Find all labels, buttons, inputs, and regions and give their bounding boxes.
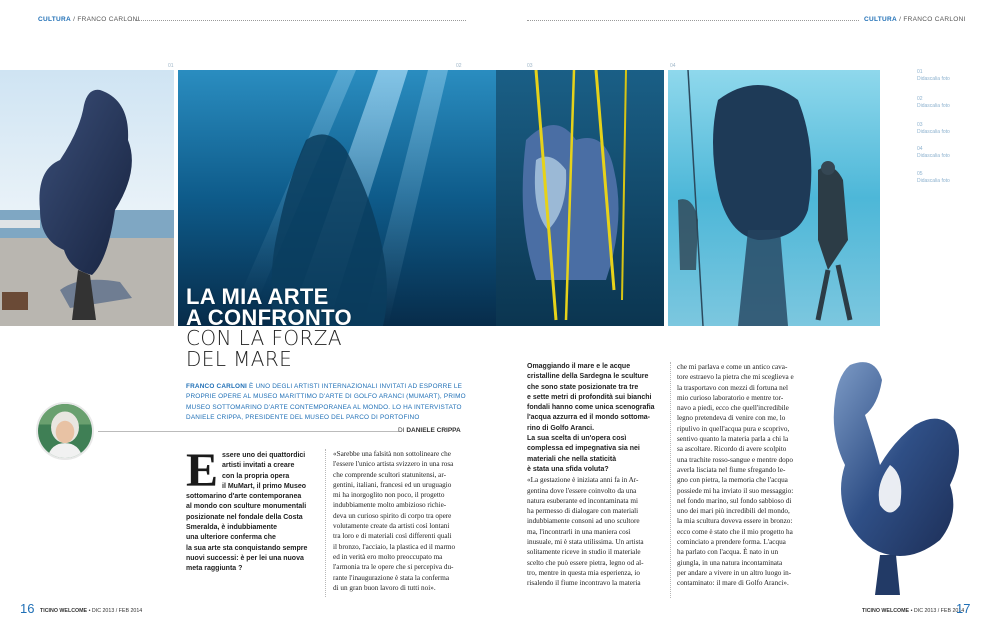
answer-column <box>333 449 471 593</box>
text-line: materiali che nella staticità <box>527 455 617 463</box>
page-number-left: 16 <box>20 601 35 616</box>
text-line: Smeralda, è indubbiamente <box>186 524 278 532</box>
caption-text: Didascalia foto <box>917 103 950 109</box>
text-line: indubbiamente consoni ad uno scultore <box>527 517 640 526</box>
text-line: mi ha inorgoglito non poco, il progetto <box>333 491 445 500</box>
text-line: il bronzo, l'acciaio, la plastica ed il marmo <box>333 542 456 551</box>
column-rule <box>670 362 671 598</box>
text-line: solitamente riceve in studio il materiale <box>527 548 641 557</box>
section-label: CULTURA <box>38 16 72 23</box>
text-line: per andare a vivere in un altro luogo in- <box>677 568 792 577</box>
text-line: artisti invitati a creare <box>222 462 295 470</box>
text-line: la trasportavo con mezzi di fortuna nel <box>677 383 788 392</box>
caption-05 <box>917 171 950 185</box>
header-sep: / <box>899 16 902 23</box>
text-line: giungla, in una natura incontaminata <box>677 558 783 567</box>
header-sep: / <box>73 16 76 23</box>
caption-text: Didascalia foto <box>917 178 950 184</box>
drop-cap: E <box>186 444 219 497</box>
text-line: tro, mentre in questa mia esperienza, io <box>527 568 640 577</box>
byline-rule <box>98 431 398 432</box>
text-line: una trachite rosso-sangue e mentre dopo <box>677 455 793 464</box>
text-line: ripulivo in quell'acqua pura e scoprivo, <box>677 424 790 433</box>
text-line: nuovi successi: è per lei una nuova <box>186 554 304 562</box>
text-line: sentivo quanto la materia parla a chi la <box>677 435 789 444</box>
text-line: natura esuberante ed incontaminata mi <box>527 496 638 505</box>
text-line: tore estraevo la pietra che mi sceglieva e <box>677 373 794 382</box>
photo-blue-sculpture <box>820 355 970 600</box>
text-line: cominciato a prendere forma. L'acqua <box>677 538 786 547</box>
text-line: cristalline della Sardegna le sculture <box>527 373 649 381</box>
text-line: tra loro e di materiali così differenti quali <box>333 532 452 541</box>
section-label: CULTURA <box>864 16 898 23</box>
text-line: una ulteriore conferma che <box>186 534 276 542</box>
text-line: di un gran buon lavoro di tutti noi». <box>333 583 436 592</box>
title-line-3: CON LA FORZA <box>186 326 342 350</box>
photo-sculpture-lowering <box>496 70 664 326</box>
text-line: possiede mi ha inviato il suo messaggio: <box>677 486 794 495</box>
question-block <box>527 362 665 475</box>
caption-number: 03 <box>917 122 923 128</box>
text-line: l'essere l'unico artista svizzero in una rosa <box>333 460 454 469</box>
text-line: deva un curioso spirito di corpo tra opere <box>333 511 452 520</box>
photo-number: 02 <box>456 63 462 69</box>
column-rule <box>325 449 326 597</box>
photo-sculpture-shore <box>0 70 174 326</box>
question-answer-column <box>527 362 665 589</box>
lead-paragraph <box>186 382 468 424</box>
text-line: contaminato: il mare di Golfo Aranci». <box>677 579 789 588</box>
caption-04 <box>917 146 950 160</box>
text-line: inusuale, mi è stata utilissima. Un artista <box>527 538 644 547</box>
page-number-right: 17 <box>956 601 971 616</box>
caption-text: Didascalia foto <box>917 129 950 135</box>
text-line: il MuMart, il primo Museo <box>222 482 307 490</box>
text-line: l'acqua azzurra ed il mondo sottoma- <box>527 414 651 422</box>
header-rule-left <box>130 20 466 21</box>
text-line: al mondo con sculture monumentali <box>186 503 307 511</box>
text-line: nel fondo marino, sul fondo sabbioso di <box>677 496 792 505</box>
caption-text: Didascalia foto <box>917 153 950 159</box>
caption-number: 05 <box>917 171 923 177</box>
text-line: «La gestazione è iniziata anni fa in Ar- <box>527 476 639 485</box>
text-line: indubbiamente molto ambizioso richie- <box>333 501 447 510</box>
text-line: che mi parlava e come un antico cava- <box>677 363 788 371</box>
text-line: ecco come è stato che il mio progetto ha <box>677 527 793 536</box>
caption-number: 04 <box>917 146 923 152</box>
text-line: la mia scultura doveva essere in bronzo: <box>677 517 793 526</box>
text-line: La sua scelta di un'opera così <box>527 435 627 443</box>
text-line: rante l'inaugurazione è stata la conferma <box>333 573 450 582</box>
issue-date: • DIC 2013 / FEB 2014 <box>909 608 965 614</box>
text-line: ha permesso di dialogare con materiali <box>527 507 639 516</box>
lead-line: È UNO DEGLI ARTISTI INTERNAZIONALI INVITATI AD ESPORRE LE <box>247 383 463 390</box>
text-line: e sette metri di profondità sui bianchi <box>527 393 652 401</box>
text-line: gentina dove l'essere coinvolto da una <box>527 486 637 495</box>
caption-02 <box>917 96 950 110</box>
text-line: «Sarebbe una falsità non sottolineare che <box>333 450 451 458</box>
answer-block <box>527 475 665 588</box>
caption-text: Didascalia foto <box>917 76 950 82</box>
text-line: navo a piedi, ecco che quell'incredibile <box>677 404 789 413</box>
text-line: ma, l'incontrarli in una maniera così <box>527 527 631 536</box>
text-line: ed in verità ero molto preoccupato ma <box>333 552 443 561</box>
header-author: FRANCO CARLONI <box>77 16 140 23</box>
lead-name: FRANCO CARLONI <box>186 383 248 390</box>
title-line-4: DEL MARE <box>186 347 293 371</box>
magazine-name: TICINO WELCOME <box>40 608 88 614</box>
text-line: la sua arte sta conquistando sempre <box>186 544 308 552</box>
text-line: con la propria opera <box>222 472 290 480</box>
header-left <box>38 16 140 23</box>
text-line: complessa ed impegnativa sia nei <box>527 445 640 453</box>
author-portrait <box>36 402 94 460</box>
text-line: ha parlato con l'acqua. È nato in un <box>677 548 779 557</box>
text-line: fondali hanno come unica scenografia <box>527 404 655 412</box>
photo-number: 01 <box>168 63 174 69</box>
title-line-2: A CONFRONTO <box>186 305 352 330</box>
text-line: che sono state posizionate tra tre <box>527 383 639 391</box>
lead-line: MUSEO SOTTOMARINO D'ARTE CONTEMPORANEA AL MONDO. LO HA INTERVISTATO <box>186 403 462 411</box>
text-line: risalendo il fiume incontravo la materia <box>527 579 641 588</box>
header-author: FRANCO CARLONI <box>903 16 966 23</box>
text-line: volutamente create da artisti così lontani <box>333 522 450 531</box>
text-line: mio curioso laboratorio e mentre tor- <box>677 393 784 402</box>
text-line: sa ascoltare. Ricordo di avere scolpito <box>677 445 787 454</box>
header-right <box>864 16 966 23</box>
magazine-name: TICINO WELCOME <box>862 608 910 614</box>
text-line: gentini, italiani, francesi ed un uruguagio <box>333 480 452 489</box>
issue-date: • DIC 2013 / FEB 2014 <box>87 608 143 614</box>
text-line: Omaggiando il mare e le acque <box>527 363 631 370</box>
caption-03 <box>917 122 950 136</box>
photo-number: 03 <box>527 63 533 69</box>
text-line: sottomarino d'arte contemporanea <box>186 493 302 501</box>
text-line: è stata una sfida voluta? <box>527 465 609 473</box>
text-line: l'armonia tra le opere che si percepiva du- <box>333 563 454 572</box>
lead-line: DANIELE CRIPPA, PRESIDENTE DEL MUSEO DEL PARCO DI PORTOFINO <box>186 414 420 422</box>
text-line: posizionate nel fondale della Costa <box>186 513 303 521</box>
byline-author: DANIELE CRIPPA <box>406 427 461 434</box>
photo-divers <box>668 70 880 326</box>
lead-line: PROPRIE OPERE AL MUSEO MARITTIMO D'ARTE DI GOLFO ARANCI (MUMART), PRIMO <box>186 393 466 401</box>
footer-left <box>40 608 142 614</box>
photo-number: 04 <box>670 63 676 69</box>
text-line: legno pretendeva di venire con me, lo <box>677 414 786 423</box>
byline <box>398 427 461 434</box>
text-line: ssere uno dei quattordici <box>222 452 306 459</box>
text-line: rino di Golfo Aranci. <box>527 424 595 432</box>
intro-question <box>186 444 318 575</box>
header-rule-right <box>527 20 859 21</box>
caption-01 <box>917 69 950 83</box>
footer-right <box>862 608 964 614</box>
text-line: uno dei mari più incredibili del mondo, <box>677 507 790 516</box>
caption-number: 01 <box>917 69 923 75</box>
text-line: che comprende scultori statunitensi, ar- <box>333 470 447 479</box>
text-line: averla lisciata nel fiume sfregando le- <box>677 465 786 474</box>
text-line: scelto che può essere pietra, legno od al- <box>527 558 644 567</box>
answer-column-continued <box>677 362 817 589</box>
title-line-1: LA MIA ARTE <box>186 284 329 309</box>
text-line: meta raggiunta ? <box>186 565 243 573</box>
byline-prefix: DI <box>398 427 407 434</box>
caption-number: 02 <box>917 96 923 102</box>
text-line: gno con pietra, la memoria che l'acqua <box>677 476 788 485</box>
